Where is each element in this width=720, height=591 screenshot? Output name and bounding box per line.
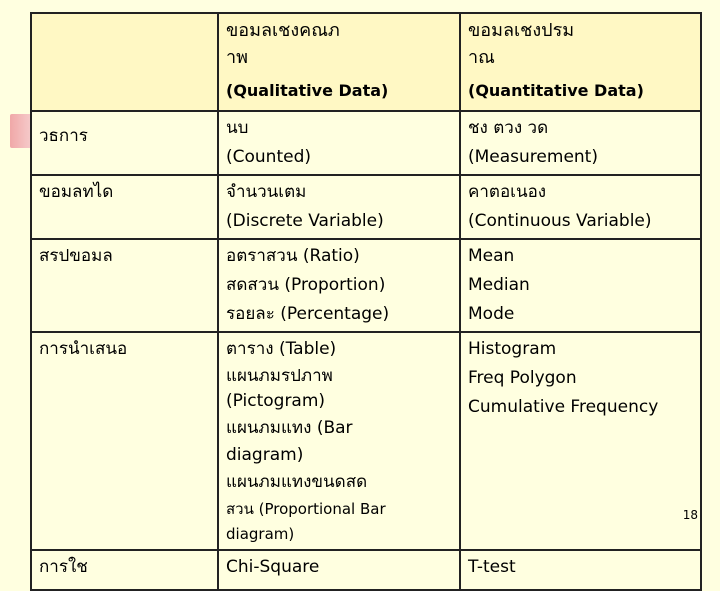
cell-line: อตราสวน (Ratio) bbox=[226, 246, 360, 266]
quantitative-cell bbox=[460, 175, 701, 239]
cell-line: Histogram bbox=[468, 339, 557, 359]
table-row-summary bbox=[31, 239, 701, 332]
cell-line: (Measurement) bbox=[468, 147, 598, 167]
cell-line: Freq Polygon bbox=[468, 368, 577, 388]
cell-line: diagram) bbox=[226, 525, 295, 543]
quantitative-cell bbox=[460, 239, 701, 332]
cell-line: นบ bbox=[226, 118, 249, 138]
cell-line: Median bbox=[468, 275, 530, 295]
table-row-data-obtained bbox=[31, 175, 701, 239]
cell-line: แผนภมแทง (Bar bbox=[226, 418, 353, 438]
cell-line: แผนภมรปภาพ bbox=[226, 366, 333, 386]
row-label: การนำเสนอ bbox=[39, 339, 128, 359]
comparison-table bbox=[30, 12, 702, 591]
cell-line: แผนภมแทงขนดสด bbox=[226, 472, 368, 492]
header-quantitative-line1: ขอมลเชงปรม bbox=[468, 20, 575, 41]
cell-line: (Continuous Variable) bbox=[468, 211, 652, 231]
cell-line: T-test bbox=[468, 557, 516, 577]
page-number: 18 bbox=[682, 508, 698, 522]
cell-line: จำนวนเตม bbox=[226, 182, 307, 202]
cell-line: (Discrete Variable) bbox=[226, 211, 384, 231]
cell-line: ตาราง (Table) bbox=[226, 339, 337, 359]
cell-line: diagram) bbox=[226, 445, 304, 465]
row-label: สรปขอมล bbox=[39, 246, 113, 266]
table-row-usage bbox=[31, 550, 701, 590]
qualitative-cell bbox=[218, 111, 460, 175]
row-label: ขอมลทได bbox=[39, 182, 114, 202]
quantitative-cell bbox=[460, 332, 701, 550]
qualitative-cell bbox=[218, 175, 460, 239]
quantitative-cell bbox=[460, 550, 701, 590]
qualitative-cell bbox=[218, 550, 460, 590]
header-qualitative-line1: ขอมลเชงคณภ bbox=[226, 20, 340, 41]
qualitative-cell bbox=[218, 332, 460, 550]
quantitative-cell bbox=[460, 111, 701, 175]
table-row-method bbox=[31, 111, 701, 175]
row-label-cell bbox=[31, 175, 218, 239]
cell-line: Cumulative Frequency bbox=[468, 397, 659, 417]
cell-line: คาตอเนอง bbox=[468, 182, 547, 202]
row-label-cell bbox=[31, 332, 218, 550]
header-row bbox=[31, 13, 701, 111]
row-label: การใช bbox=[39, 557, 88, 577]
cell-line: Mean bbox=[468, 246, 515, 266]
header-qualitative-line2: าพ bbox=[226, 47, 248, 68]
row-label-cell bbox=[31, 239, 218, 332]
table-row-presentation bbox=[31, 332, 701, 550]
decorative-strip bbox=[10, 114, 32, 148]
cell-line: สดสวน (Proportion) bbox=[226, 275, 386, 295]
cell-line: (Pictogram) bbox=[226, 391, 326, 411]
header-quantitative bbox=[460, 13, 701, 111]
row-label-cell bbox=[31, 111, 218, 175]
header-quantitative-line2: าณ bbox=[468, 47, 495, 68]
cell-line: Chi-Square bbox=[226, 557, 320, 577]
cell-line: (Counted) bbox=[226, 147, 311, 167]
header-qualitative-sub: (Qualitative Data) bbox=[226, 81, 389, 100]
row-label-cell bbox=[31, 550, 218, 590]
header-quantitative-sub: (Quantitative Data) bbox=[468, 81, 644, 100]
cell-line: สวน (Proportional Bar bbox=[226, 500, 386, 518]
cell-line: ชง ตวง วด bbox=[468, 118, 549, 138]
cell-line: รอยละ (Percentage) bbox=[226, 304, 390, 324]
qualitative-cell bbox=[218, 239, 460, 332]
header-empty-cell bbox=[31, 13, 218, 111]
row-label: วธการ bbox=[39, 126, 88, 146]
cell-line: Mode bbox=[468, 304, 515, 324]
header-qualitative bbox=[218, 13, 460, 111]
